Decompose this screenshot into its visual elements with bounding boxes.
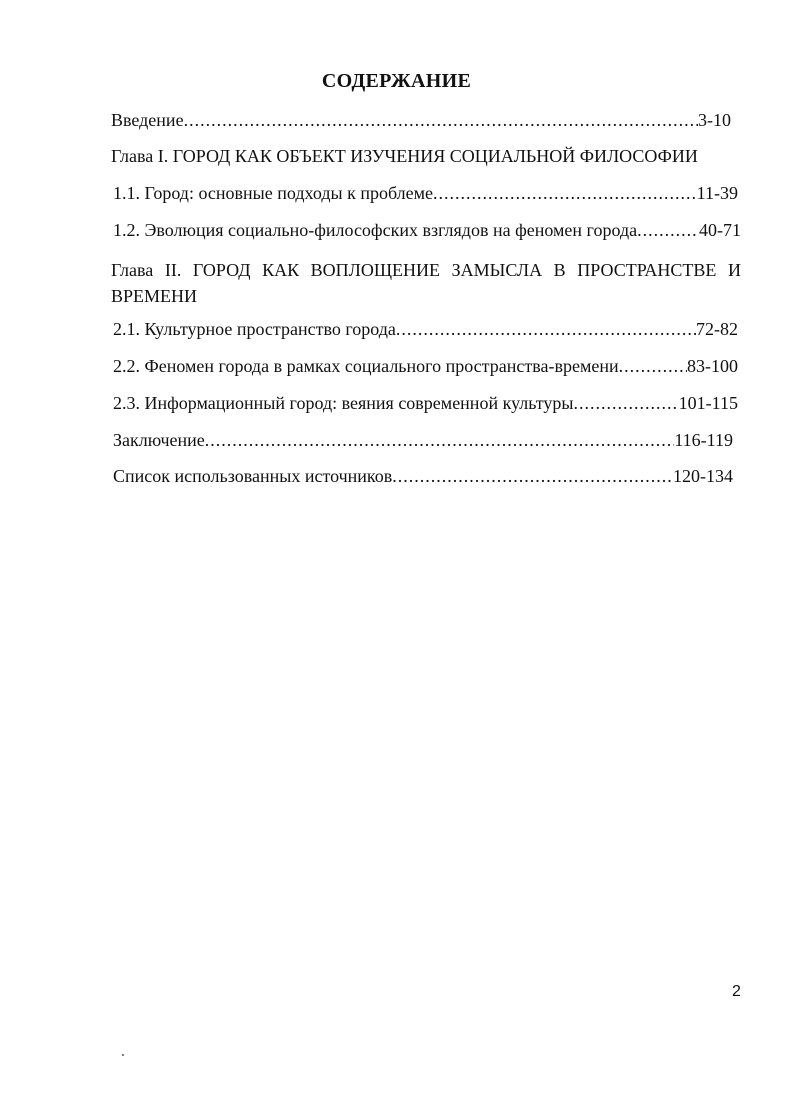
toc-leader-dots [392, 466, 673, 486]
toc-entry-pages: 116-119 [674, 430, 733, 450]
toc-entry-text: 2.1. Культурное пространство города [113, 319, 396, 339]
toc-entry-pages: 40-71 [699, 220, 741, 240]
toc-leader-dots [396, 319, 696, 339]
page-title: СОДЕРЖАНИЕ [321, 70, 472, 92]
toc-leader-dots [205, 430, 675, 450]
toc-entry-pages: 3-10 [698, 110, 731, 130]
toc-entry-2-2 [113, 356, 738, 376]
toc-entry-text: Список использованных источников [113, 466, 393, 486]
toc-entry-2-3 [113, 393, 738, 413]
toc-entry-pages: 72-82 [696, 319, 738, 339]
toc-entry-text: 2.2. Феномен города в рамках социального пространства-времени [113, 356, 619, 376]
toc-leader-dots [433, 183, 697, 203]
toc-entry-pages: 120-134 [673, 466, 733, 486]
toc-chapter-1: Глава I. ГОРОД КАК ОБЪЕКТ ИЗУЧЕНИЯ СОЦИАЛЬНОЙ ФИЛОСОФИИ [111, 146, 698, 166]
scan-speck [122, 1054, 124, 1056]
toc-entry-pages: 101-115 [678, 393, 738, 413]
toc-chapter-2-text: Глава II. ГОРОД КАК ВОПЛОЩЕНИЕ ЗАМЫСЛА В ПРОСТРАНСТВЕ И ВРЕМЕНИ [111, 260, 741, 306]
toc-entry-pages: 83-100 [687, 356, 738, 376]
toc-entry-conclusion [113, 430, 733, 450]
toc-entry-1-1 [113, 183, 738, 203]
toc-leader-dots [637, 220, 699, 240]
toc-entry-1-2 [113, 220, 741, 240]
toc-entry-references [113, 466, 733, 486]
toc-leader-dots [574, 393, 679, 413]
page-number: 2 [732, 983, 741, 1000]
toc-chapter-2 [111, 257, 741, 309]
toc-leader-dots [619, 356, 687, 376]
toc-entry-text: 1.1. Город: основные подходы к проблеме [113, 183, 434, 203]
toc-entry-text: 2.3. Информационный город: веяния современной культуры [113, 393, 574, 413]
toc-leader-dots [184, 110, 698, 130]
toc-entry-text: Заключение [113, 430, 205, 450]
toc-entry-intro [111, 110, 731, 130]
toc-entry-2-1 [113, 319, 738, 339]
toc-entry-text: Введение [111, 110, 184, 130]
toc-entry-pages: 11-39 [696, 183, 738, 203]
toc-entry-text: 1.2. Эволюция социально-философских взглядов на феномен города [113, 220, 638, 240]
